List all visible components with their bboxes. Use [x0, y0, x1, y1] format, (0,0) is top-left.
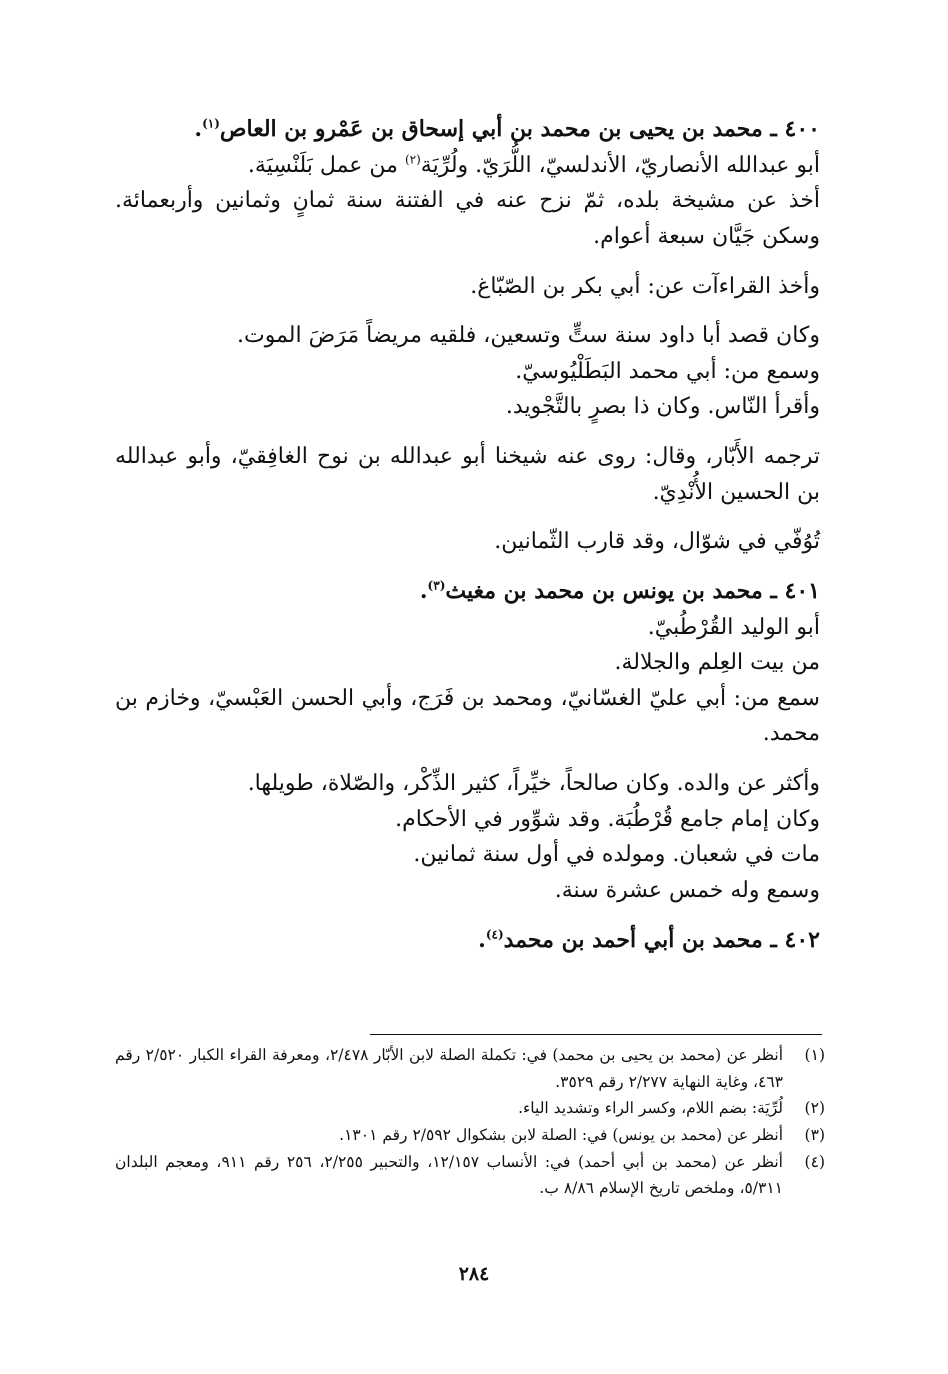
page-number: ٢٨٤ [458, 1263, 490, 1285]
entry-dash: ـ [770, 926, 777, 953]
entry-line-text: من عمل بَلَنْسِيَة. [247, 152, 405, 178]
footnote-text: أنظر عن (محمد بن يحيى بن محمد) في: تكملة الصلة لابن الأبّار ٢/٤٧٨، ومعرفة القراء الكبار ٢/٥٢٠ رقم ٤٦٣، وغاية النهاية ٢/٢٧٧ رقم ٣٥٢٩. [115, 1046, 784, 1091]
entry-name: محمد بن يونس بن محمد بن مغيث [445, 577, 763, 604]
entry-heading-400 [115, 112, 820, 148]
entry-line: وسمع من: أبي محمد البَطَلْيُوسيّ. [515, 358, 820, 384]
entry-line: ترجمه الأَبّار، وقال: روى عنه شيخنا أبو عبدالله بن نوح الغافِقيّ، وأبو عبدالله بن الحسين الأُنْدِيّ. [115, 444, 820, 505]
entry-line: تُوُفّي في شوّال، وقد قارب الثّمانين. [494, 529, 820, 555]
footnote-text: أنظر عن (محمد بن يونس) في: الصلة لابن بشكوال ٢/٥٩٢ رقم ١٣٠١. [339, 1125, 783, 1144]
entry-line: وأخذ القراءآت عن: أبي بكر بن الصّبّاغ. [470, 273, 820, 299]
entry-dash: ـ [770, 116, 777, 142]
entry-name: محمد بن يحيى بن محمد بن أبي إسحاق بن عَمْرو بن العاص [219, 116, 763, 142]
entry-line: وكان قصد أبا داود سنة ستٍّ وتسعين، فلقيه مريضاً مَرَضَ الموت. [237, 323, 820, 349]
entry-line: أبو الوليد القُرْطُبيّ. [647, 614, 820, 640]
footnote-mark: (٤) [804, 1152, 825, 1171]
footnotes [115, 1042, 825, 1202]
footnote-separator [370, 1034, 822, 1035]
footnote-mark: (٣) [804, 1125, 825, 1144]
footnote-ref: (٢) [404, 152, 421, 167]
entry-line: مات في شعبان. ومولده في أول سنة ثمانين. [413, 842, 820, 868]
footnote [115, 1095, 825, 1122]
entry-name: محمد بن أبي أحمد بن محمد [503, 926, 763, 953]
entry-line: وأقرأ النّاس. وكان ذا بصرٍ بالتَّجْويد. [505, 394, 820, 420]
entry-line: سمع من: أبي عليّ الغسّانيّ، ومحمد بن فَرَج، وأبي الحسن العَبْسيّ، وخازم بن محمد. [115, 685, 820, 747]
entry-line: وأكثر عن والده. وكان صالحاً، خيِّراً، كثير الذِّكْر، والصّلاة، طويلها. [247, 771, 820, 796]
entry-line: أخذ عن مشيخة بلده، ثمّ نزح عنه في الفتنة سنة ثمانٍ وثمانين وأربعمائة. وسكن جَيَّان سبعة أعوام. [115, 188, 820, 249]
footnote-mark: (٢) [804, 1099, 825, 1118]
entry-number: ٤٠٢ [784, 926, 820, 953]
entry-line: وسمع وله خمس عشرة سنة. [554, 877, 820, 903]
entry-number: ٤٠١ [784, 577, 820, 604]
entry-line-text: أبو عبدالله الأنصاريّ، الأندلسيّ، اللُّرَيّ. ولُرِّيَة [420, 152, 820, 178]
entry-line [115, 148, 820, 184]
footnote-mark: (١) [804, 1046, 825, 1064]
footnote [115, 1122, 825, 1149]
entry-heading-end: . [478, 926, 486, 953]
entry-line: وكان إمام جامع قُرْطُبَة. وقد شوِّور في الأحكام. [395, 806, 820, 832]
entry-heading-end: . [194, 116, 203, 142]
footnote-text: لُرِّيَة: بضم اللام، وكسر الراء وتشديد الياء. [518, 1099, 783, 1118]
footnote-text: أنظر عن (محمد بن أبي أحمد) في: الأنساب ١٢/١٥٧، والتحبير ٢/٢٥٥، ٢٥٦ رقم ٩١١، ومعجم البلدان ٥/٣١١، وملخص تاريخ الإسلام ٨/٨٦ ب. [115, 1152, 783, 1198]
footnote [115, 1042, 825, 1095]
entry-heading-402 [115, 923, 820, 959]
main-text [115, 112, 820, 958]
entry-line: من بيت العِلم والجلالة. [614, 650, 820, 676]
footnote-ref: (٤) [485, 927, 504, 942]
entry-number: ٤٠٠ [784, 116, 820, 142]
footnote-ref: (١) [202, 116, 220, 131]
footnote [115, 1149, 825, 1202]
entry-dash: ـ [770, 577, 777, 604]
entry-heading-401 [115, 574, 820, 610]
entry-heading-end: . [419, 577, 428, 604]
footnote-ref: (٣) [427, 578, 446, 593]
